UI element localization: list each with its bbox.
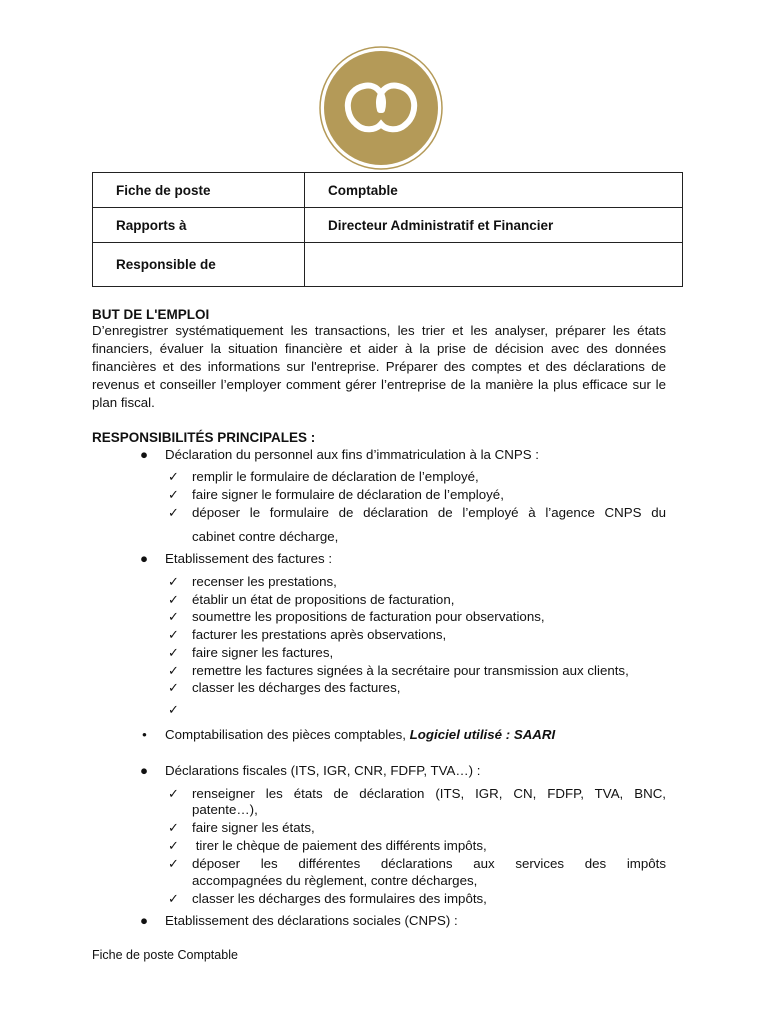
list-item: faire signer les états, (192, 820, 315, 835)
section-title-but: BUT DE L'EMPLOI (92, 307, 210, 322)
table-label: Fiche de poste (93, 173, 305, 208)
list-item: établir un état de propositions de facturation, (192, 592, 455, 607)
table-label: Responsible de (93, 243, 305, 287)
check-icon: ✓ (168, 645, 179, 660)
list-item: remplir le formulaire de déclaration de l’employé, (192, 469, 479, 484)
bullet-icon: ● (140, 763, 149, 778)
check-icon: ✓ (168, 786, 179, 801)
list-item: patente…), (192, 802, 258, 817)
check-icon: ✓ (168, 820, 179, 835)
list-item (165, 726, 555, 744)
list-item-text: Comptabilisation des pièces comptables, (165, 727, 406, 742)
check-icon: ✓ (168, 505, 179, 520)
list-item: Etablissement des déclarations sociales (CNPS) : (165, 913, 458, 928)
bullet-icon: ● (140, 551, 149, 566)
table-row (93, 243, 683, 287)
check-icon: ✓ (168, 487, 179, 502)
check-icon: ✓ (168, 592, 179, 607)
table-row (93, 173, 683, 208)
check-icon: ✓ (168, 702, 179, 717)
check-icon: ✓ (168, 574, 179, 589)
list-item: déposer le formulaire de déclaration de l’employé à l’agence CNPS du (192, 505, 666, 520)
list-item: renseigner les états de déclaration (ITS, IGR, CN, FDFP, TVA, BNC, (192, 786, 666, 801)
list-item: facturer les prestations après observations, (192, 627, 447, 642)
list-item: Déclaration du personnel aux fins d’immatriculation à la CNPS : (165, 447, 539, 462)
software-name: Logiciel utilisé : SAARI (409, 727, 556, 742)
but-paragraph: D’enregistrer systématiquement les transactions, les trier et les analyser, préparer les états financiers, évaluer la situation financière et aider à la prise de décision avec des données financières et des informations sur l'entreprise. Préparer des comptes et des déclarations de revenus et conseiller l’employer comment gérer l’entreprise de la manière la plus efficace sur le plan fiscal. (92, 323, 666, 410)
list-item: cabinet contre décharge, (192, 529, 339, 544)
list-item: déposer les différentes déclarations aux services des impôts (192, 856, 666, 871)
check-icon: ✓ (168, 469, 179, 484)
bullet-icon: ● (140, 447, 149, 462)
list-item: faire signer le formulaire de déclaration de l’employé, (192, 487, 504, 502)
list-item: Etablissement des factures : (165, 551, 333, 566)
check-icon: ✓ (168, 891, 179, 906)
check-icon: ✓ (168, 609, 179, 624)
list-item: tirer le chèque de paiement des différents impôts, (192, 838, 487, 853)
bullet-icon: • (142, 727, 147, 742)
table-value: Directeur Administratif et Financier (305, 208, 683, 243)
table-row (93, 208, 683, 243)
check-icon: ✓ (168, 856, 179, 871)
table-value: Comptable (305, 173, 683, 208)
bullet-icon: ● (140, 913, 149, 928)
list-item: classer les décharges des factures, (192, 680, 401, 695)
list-item: faire signer les factures, (192, 645, 334, 660)
check-icon: ✓ (168, 663, 179, 678)
check-icon: ✓ (168, 838, 179, 853)
table-value (305, 243, 683, 287)
list-item: remettre les factures signées à la secrétaire pour transmission aux clients, (192, 663, 629, 678)
company-logo (316, 46, 446, 170)
list-item: recenser les prestations, (192, 574, 337, 589)
check-icon: ✓ (168, 680, 179, 695)
page-footer: Fiche de poste Comptable (92, 948, 238, 962)
check-icon: ✓ (168, 627, 179, 642)
list-item: soumettre les propositions de facturation pour observations, (192, 609, 545, 624)
list-item: Déclarations fiscales (ITS, IGR, CNR, FDFP, TVA…) : (165, 763, 481, 778)
job-info-table (92, 172, 683, 287)
list-item: classer les décharges des formulaires des impôts, (192, 891, 487, 906)
table-label: Rapports à (93, 208, 305, 243)
list-item: accompagnées du règlement, contre décharges, (192, 873, 478, 888)
section-title-responsibilities: RESPONSIBILITÉS PRINCIPALES : (92, 430, 316, 445)
